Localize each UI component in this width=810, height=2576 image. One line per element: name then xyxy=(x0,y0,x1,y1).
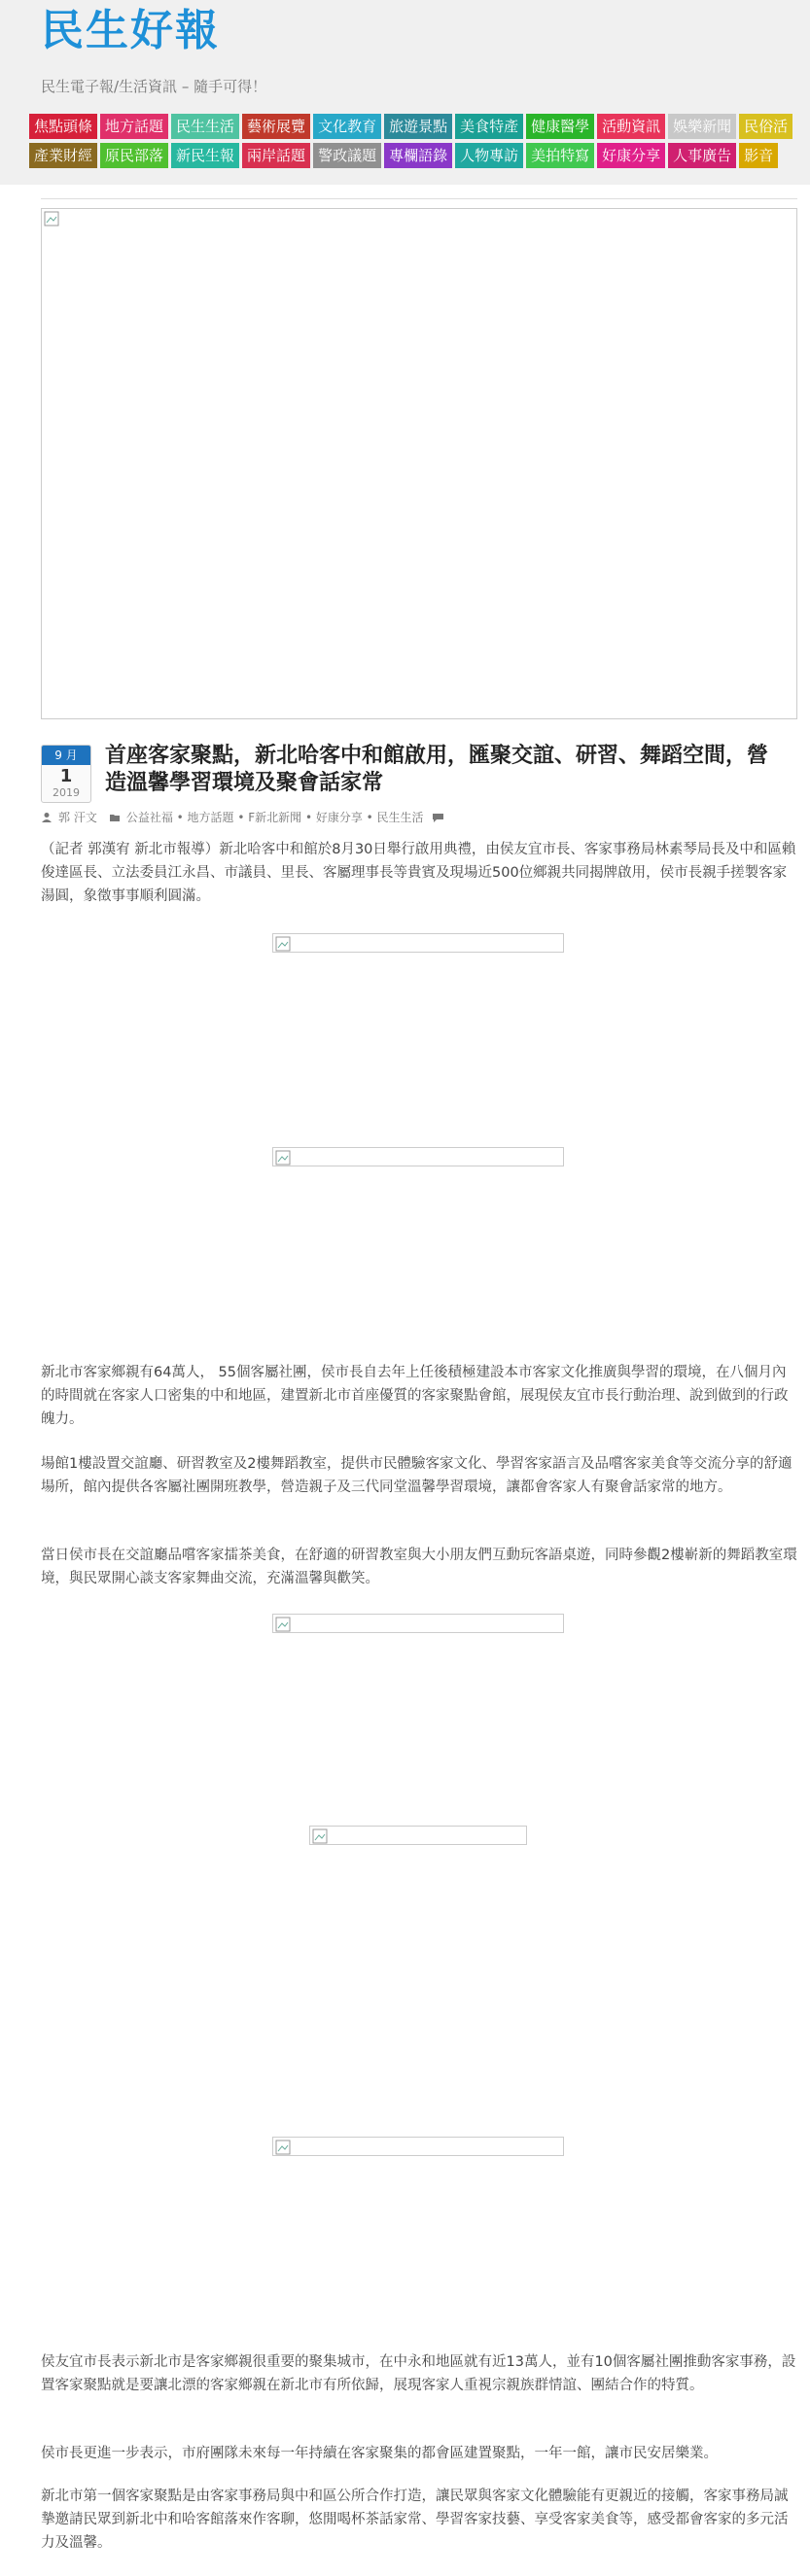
nav-row-2 xyxy=(29,143,781,168)
nav-item[interactable]: 民俗活 xyxy=(739,114,792,139)
nav-item[interactable]: 新民生報 xyxy=(171,143,239,168)
nav-item[interactable]: 人事廣告 xyxy=(668,143,736,168)
nav-item[interactable]: 健康醫學 xyxy=(526,114,594,139)
date-day: 1 xyxy=(59,766,73,786)
post-author[interactable]: 郭 汗文 xyxy=(58,811,97,824)
post-paragraph-2: 新北市客家鄉親有64萬人， 55個客屬社團，侯市長自去年上任後積極建設本市客家文化推廣與學習的環境，在八個月內的時間就在客家人口密集的中和地區，建置新北市首座優質的客家聚點會館，展現侯友宜市長行動治理、說到做到的行政魄力。 xyxy=(41,1365,789,1427)
article-image-5 xyxy=(272,2137,564,2156)
author-icon xyxy=(41,812,53,823)
nav-item[interactable]: 好康分享 xyxy=(597,143,665,168)
broken-image-icon xyxy=(275,2140,291,2155)
post-categories[interactable]: 公益社福 • 地方話題 • F新北新聞 • 好康分享 • 民生生活 xyxy=(125,811,424,824)
site-title[interactable]: 民生好報 xyxy=(41,6,220,55)
featured-image xyxy=(41,208,797,719)
comment-icon[interactable] xyxy=(432,812,444,823)
nav-item[interactable]: 地方話題 xyxy=(100,114,168,139)
post-paragraph-7: 新北市第一個客家聚點是由客家事務局與中和區公所合作打造，讓民眾與客家文化體驗能有更親近的接觸，客家事務局誠摯邀請民眾到新北中和哈客館落來作客聊，悠閒喝杯茶話家常、學習客家技藝、享受客家美食等，感受都會客家的多元活力及溫馨。 xyxy=(41,2489,789,2551)
article-image-2 xyxy=(272,1147,564,1166)
post-paragraph-3: 場館1樓設置交誼廳、研習教室及2樓舞蹈教室，提供市民體驗客家文化、學習客家語言及品嚐客家美食等交流分享的舒適場所，館內提供各客屬社團開班教學，營造親子及三代同堂溫馨學習環境，讓都會客家人有聚會話家常的地方。 xyxy=(41,1456,792,1495)
post-meta xyxy=(41,809,444,825)
site-header xyxy=(0,0,810,185)
nav-item[interactable]: 兩岸話題 xyxy=(242,143,310,168)
nav-item[interactable]: 影音 xyxy=(739,143,778,168)
broken-image-icon xyxy=(44,211,59,226)
article-image-4 xyxy=(309,1826,527,1845)
nav-item[interactable]: 產業財經 xyxy=(29,143,97,168)
nav-item[interactable]: 警政議題 xyxy=(313,143,381,168)
date-year: 2019 xyxy=(53,786,80,799)
post-title[interactable]: 首座客家聚點，新北哈客中和館啟用，匯聚交誼、研習、舞蹈空間，營造溫馨學習環境及聚會話家常 xyxy=(105,744,769,795)
broken-image-icon xyxy=(312,1828,328,1844)
nav-item[interactable]: 旅遊景點 xyxy=(384,114,452,139)
nav-item[interactable]: 人物專訪 xyxy=(455,143,523,168)
broken-image-icon xyxy=(275,1150,291,1166)
nav-item[interactable]: 活動資訊 xyxy=(597,114,665,139)
article-image-1 xyxy=(272,933,564,953)
nav-item[interactable]: 美拍特寫 xyxy=(526,143,594,168)
nav-item[interactable]: 專欄語錄 xyxy=(384,143,452,168)
post-paragraph-6: 侯市長更進一步表示，市府團隊未來每一年持續在客家聚集的都會區建置聚點，一年一館，讓市民安居樂業。 xyxy=(41,2446,718,2461)
nav-row-1 xyxy=(29,114,795,139)
nav-item[interactable]: 民生生活 xyxy=(171,114,239,139)
date-month: 9 月 xyxy=(42,746,90,765)
nav-item[interactable]: 焦點頭條 xyxy=(29,114,97,139)
nav-item[interactable]: 美食特產 xyxy=(455,114,523,139)
post-paragraph-5: 侯友宜市長表示新北市是客家鄉親很重要的聚集城市，在中永和地區就有近13萬人，並有10個客屬社團推動客家事務，設置客家聚點就是要讓北漂的客家鄉親在新北市有所依歸，展現客家人重視宗親族群情誼、團結合作的特質。 xyxy=(41,2354,796,2393)
site-tagline: 民生電子報/生活資訊 – 隨手可得！ xyxy=(41,78,267,95)
nav-item[interactable]: 文化教育 xyxy=(313,114,381,139)
date-badge xyxy=(41,745,91,803)
nav-item[interactable]: 藝術展覽 xyxy=(242,114,310,139)
folder-icon xyxy=(109,812,121,823)
broken-image-icon xyxy=(275,1617,291,1632)
post-paragraph-4: 當日侯市長在交誼廳品嚐客家擂茶美食，在舒適的研習教室與大小朋友們互動玩客語桌遊，同時參觀2樓嶄新的舞蹈教室環境，與民眾開心談支客家舞曲交流，充滿溫馨與歡笑。 xyxy=(41,1548,797,1586)
nav-item[interactable]: 原民部落 xyxy=(100,143,168,168)
post-paragraph-1: （記者 郭漢宥 新北市報導）新北哈客中和館於8月30日舉行啟用典禮，由侯友宜市長、客家事務局林素琴局長及中和區賴俊達區長、立法委員江永昌、市議員、里長、客屬理事長等貴賓及現場近500位鄉親共同揭牌啟用，侯市長親手搓製客家湯圓，象徵事事順利圓滿。 xyxy=(41,842,796,904)
article-image-3 xyxy=(272,1614,564,1633)
header-divider xyxy=(41,198,797,199)
broken-image-icon xyxy=(275,936,291,952)
nav-item[interactable]: 娛樂新聞 xyxy=(668,114,736,139)
